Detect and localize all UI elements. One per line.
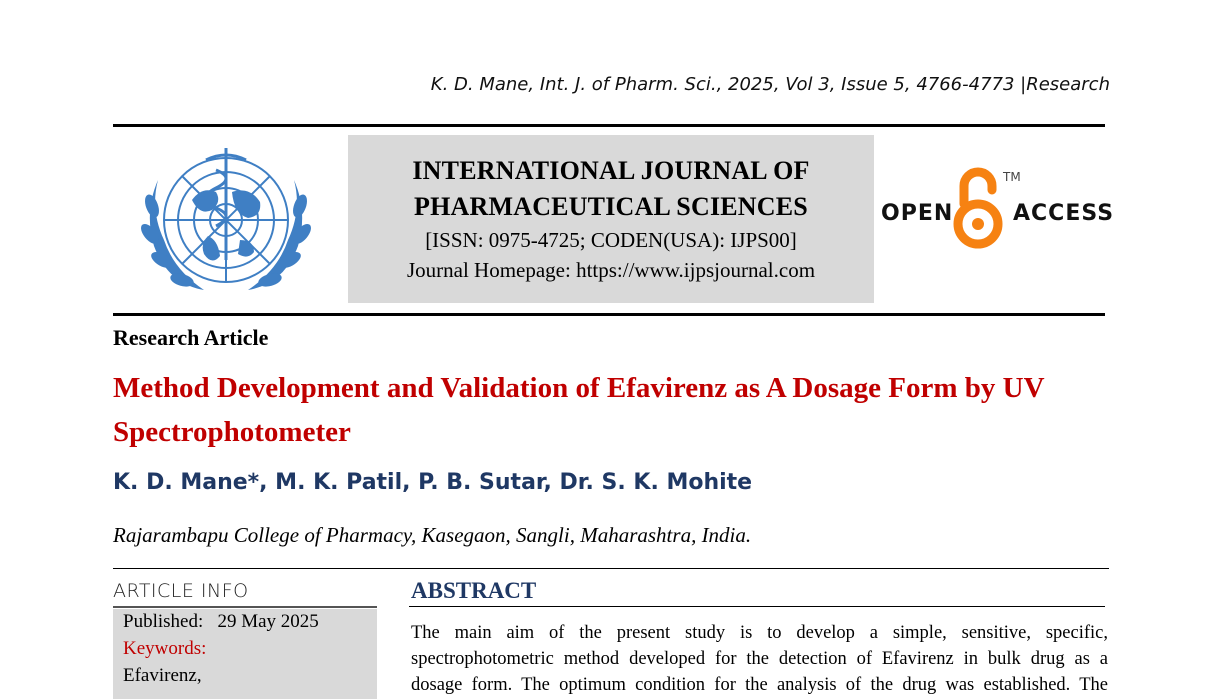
header-rule-bottom bbox=[113, 313, 1105, 316]
article-title: Method Development and Validation of Efavirenz as A Dosage Form by UV Spectrophotometer bbox=[113, 372, 1044, 448]
abstract-heading: ABSTRACT bbox=[411, 578, 537, 603]
abstract-line: spectrophotometric method developed for the detection of Efavirenz in bulk drug as a bbox=[411, 649, 1108, 669]
journal-title-line2: PHARMACEUTICAL SCIENCES bbox=[414, 192, 808, 221]
abstract-line: dosage form. The optimum condition for the analysis of the drug was established. The bbox=[411, 675, 1108, 695]
article-authors: K. D. Mane*, M. K. Patil, P. B. Sutar, Dr. S. K. Mohite bbox=[113, 470, 753, 495]
published-label: Published: bbox=[123, 611, 204, 632]
article-info-heading: ARTICLE INFO bbox=[113, 580, 249, 602]
keywords-label: Keywords: bbox=[123, 638, 207, 659]
published-row bbox=[123, 611, 319, 633]
open-access-access-text: ACCESS bbox=[1013, 201, 1115, 226]
article-type: Research Article bbox=[113, 325, 269, 350]
keyword-item: Efavirenz, bbox=[123, 665, 202, 686]
journal-issn: [ISSN: 0975-4725; CODEN(USA): IJPS00] bbox=[425, 228, 797, 252]
abstract-rule bbox=[409, 606, 1105, 607]
journal-emblem-icon bbox=[128, 140, 324, 306]
header-rule-top bbox=[113, 124, 1105, 127]
trademark-mark: TM bbox=[1003, 170, 1021, 184]
abstract-text bbox=[411, 620, 1108, 698]
abstract-line: The main aim of the present study is to develop a simple, sensitive, specific, bbox=[411, 623, 1108, 643]
open-access-open-text: OPEN bbox=[881, 201, 954, 226]
published-date: 29 May 2025 bbox=[217, 611, 319, 632]
running-head: K. D. Mane, Int. J. of Pharm. Sci., 2025, Vol 3, Issue 5, 4766-4773 |Research bbox=[430, 74, 1110, 95]
journal-title-line1: INTERNATIONAL JOURNAL OF bbox=[412, 156, 810, 185]
journal-masthead bbox=[348, 135, 874, 303]
article-affiliation: Rajarambapu College of Pharmacy, Kasegaon, Sangli, Maharashtra, India. bbox=[113, 523, 752, 547]
journal-homepage: Journal Homepage: https://www.ijpsjournal.com bbox=[406, 258, 816, 282]
article-info-rule bbox=[113, 606, 377, 608]
section-divider bbox=[113, 568, 1109, 569]
article-info-box bbox=[113, 609, 377, 699]
